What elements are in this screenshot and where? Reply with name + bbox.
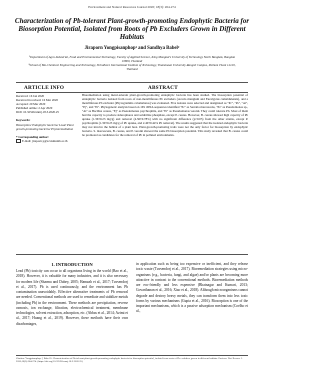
envelope-icon [16,139,21,143]
corresponding-email[interactable] [16,139,78,143]
received-date: Received: 16 Jan 2020 [16,94,45,98]
intro-left-column: Lead (Pb) toxicity can occur to all organisms living in the world (Bao et al., 2018). However, it is valuable for many industries, and it is also necessary for modern life (Sharma and Dubey, 2005; Hamzah et al., 2017; Tuvsendorj et al., 2017). Pb is used continuously, and the environment has Pb contamination unavoidably. Effective alternative treatments of Pb removal are needed. Conventional methods are used to remediate and stabilize metals (including Pb) in the environment. These methods are precipitation, reverse osmosis, ion exchange, filtration, electrochemical treatment, membrane technologies, solvent extraction, adsorption, etc. (Abbas et al., 2014; Azimi et al., 2017; Huang et al., 2019). However, these methods have their own disadvantages, [16,269,128,326]
affiliation-1: ¹Department of Agro-Industrial, Food and Environmental Technology, Faculty of Applied Science, King Mongkut's University of Technology North Bangkok, Bangkok 10800, Thailand [29,55,235,63]
doi-link[interactable]: DOI: 10.32526/ennrj.18.3.2020.25 [16,110,59,115]
introduction-heading: 1. INTRODUCTION [51,262,93,267]
received-revised-date: Received in revised: 16 Mar 2020 [16,98,59,103]
intro-right-column: in application such as being too expensive or inefficient, and they release toxic waste (Tuvsendorj et al., 2017). Bioremediation strategies using micro-organisms (e.g., bacteria, fungi, and algae) and/or plants are becoming more attractive in contrast to the conventional methods. Bioremediation methods are eco-friendly and less expensive (Bhatnagar and Kumari, 2013; Govarthanan et al., 2016; Xiao et al., 2018). Although microorganisms cannot degrade and destroy heavy metals, they can transform them into less toxic forms by various mechanisms (Gupta et al., 2016). Biosorption is one of the important mechanisms, which is a passive adsorption mechanism (Coelho et al., [136,262,249,314]
authors: Jiraporn Yongpisanphop¹ and Sandhya Babel² [84,46,180,51]
citation-footer: Citation: Yongpisanphop J, Babel S. Characterization of Pb-tolerant plant-growth-promoting endophytic bacteria for biosorption potential, isolated from roots of Pb excluders grown in different habitats. Environ. Nat. Resour. J. 2020;18(3):264-274. (https://doi.org/10.32526/ennrj.18.3.2020.25) [16,357,243,364]
corresponding-author-label: * Corresponding author: [16,134,49,139]
affiliation-2: ²School of Bio-Chemical Engineering and Technology, Sirindhorn International Institute of Technology, Thammasat University-Rangsit Campus, Pathum Thani 12120, Thailand [28,62,236,71]
accepted-date: Accepted: 20 Mar 2020 [16,102,46,107]
article-info-panel [16,94,78,143]
abstract-text: Bioremediation using metal-tolerant plant-growth-promoting endophytic bacteria has been studied. The biosorption potential of endophytic bacteria isolated from roots of non-metalliferous Pb excluders (Acacia mangium and Eucalyptus camaldulensis), and a metalliferous Pb excluder (Pityrogramma calomelanos) was evaluated. Five isolates were selected and designated as "Pc", "Ps", "Ai", "Ej", and "Pi". Phylogenetic analysis based on 16S rDNA sequences identified "Pc" as Serratia marcescens, "Ps" as Pseudomonas sp., "Ai" as Bacillus cereus, "Ej" as Pseudomonas psychrophila, and "Pi" as Pseudomonas veronii. They could tolerate Pb. Most of them had the capacity to produce siderophores and solubilize phosphate, except P. cereus. However, B. cereus showed high capacity of Pb uptake (1.36±0.23 mg/g) and removal (4.36±0.78%) with no significant difference (p>0.05) from the other strains, except P. psychrophila (1.30±0.23 mg/g of Pb uptake, and 2.40±0.44% Pb removal). The results suggested that the isolated endophytic bacteria may not involve the habitat of a plant host. Plant-growth-promoting traits were not the only factor for biosorption by endophytic bacteria. S. marcescens, B. cereus, and P. veronii showed the same Pb biosorption potential. This study revealed that B. cereus could be promoted as candidates for the removal of Pb in polluted environments. [82,93,248,137]
paper-title: Characterization of Pb-tolerant Plant-growth-promoting Endophytic Bacteria for Biosorption Potential, Isolated from Roots of Pb Excluders Grown in Different Habitats [14,17,250,42]
footer-divider [16,355,248,356]
email-text[interactable]: E-mail: jiraporn.y@sci.kmutnb.ac.th [22,138,68,143]
abstract-heading: ABSTRACT [148,84,178,91]
divider-top [16,82,248,83]
keywords-list: Biosorption/ Endophytic bacteria/ Lead/ Plant growth-promoting bacteria/ Phytoremediation [16,122,74,131]
article-info-heading: ARTICLE INFO [24,84,65,91]
journal-header: Environment and Natural Resources Journal 2020; 18(3): 264-274 [88,5,176,9]
keywords-label: Keywords: [16,118,31,123]
divider-bottom [16,254,248,255]
affiliations [28,56,236,72]
published-online-date: Published online: 2 Apr 2020 [16,106,53,111]
